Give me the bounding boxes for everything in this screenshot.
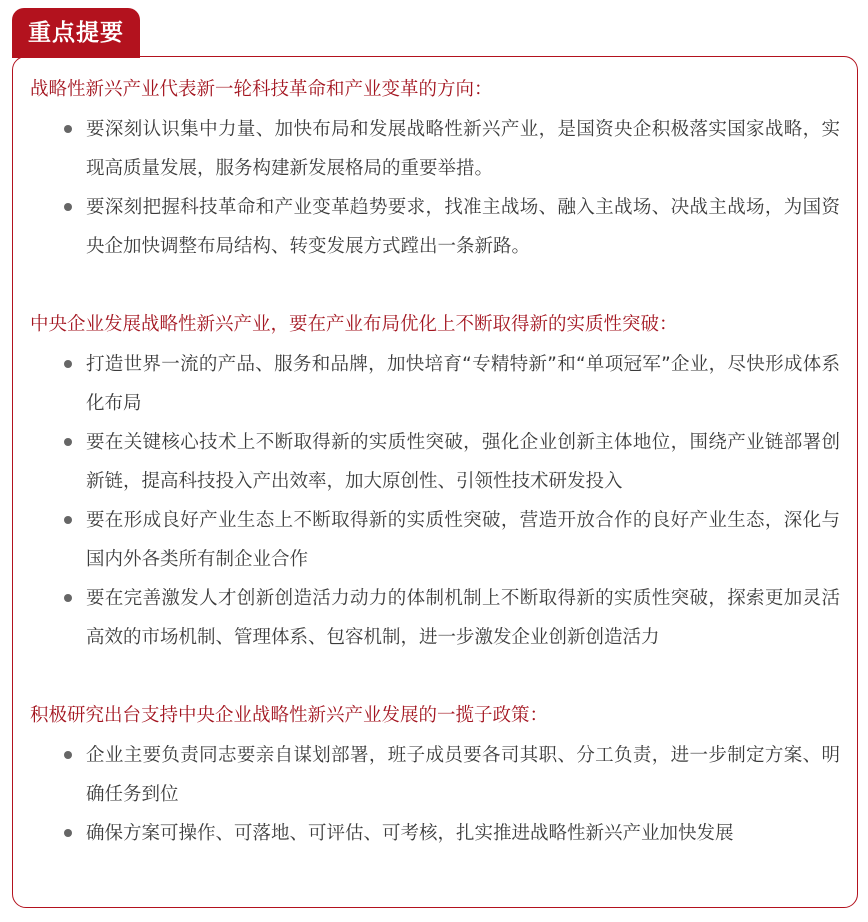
- list-item: [30, 423, 840, 501]
- list-item-text: 要深刻把握科技革命和产业变革趋势要求，找准主战场、融入主战场、决战主战场，为国资央企加快调整布局结构、转变发展方式蹚出一条新路。: [86, 197, 840, 257]
- list-item-text: 要在关键核心技术上不断取得新的实质性突破，强化企业创新主体地位，围绕产业链部署创新链，提高科技投入产出效率，加大原创性、引领性技术研发投入: [86, 432, 840, 492]
- key-points-content: [30, 70, 840, 892]
- list-item-text: 企业主要负责同志要亲自谋划部署，班子成员要各司其职、分工负责，进一步制定方案、明确任务到位: [86, 745, 840, 805]
- list-item-text: 确保方案可操作、可落地、可评估、可考核，扎实推进战略性新兴产业加快发展: [86, 823, 734, 844]
- bullet-icon: [64, 125, 72, 133]
- section-layout-optimization: [30, 305, 840, 657]
- list-item: [30, 188, 840, 266]
- list-item: [30, 501, 840, 579]
- bullet-icon: [64, 438, 72, 446]
- bullet-icon: [64, 516, 72, 524]
- section-heading: 积极研究出台支持中央企业战略性新兴产业发展的一揽子政策：: [30, 705, 549, 726]
- bullet-icon: [64, 203, 72, 211]
- bullet-icon: [64, 751, 72, 759]
- list-item-text: 要深刻认识集中力量、加快布局和发展战略性新兴产业，是国资央企积极落实国家战略，实现高质量发展，服务构建新发展格局的重要举措。: [86, 119, 840, 179]
- section-policy-support: [30, 696, 840, 853]
- key-points-tag: 重点提要: [12, 8, 140, 58]
- bullet-icon: [64, 829, 72, 837]
- bullet-icon: [64, 594, 72, 602]
- section-heading: 中央企业发展战略性新兴产业，要在产业布局优化上不断取得新的实质性突破：: [30, 314, 678, 335]
- section-strategic-direction: [30, 70, 840, 266]
- list-item-text: 要在形成良好产业生态上不断取得新的实质性突破，营造开放合作的良好产业生态，深化与国内外各类所有制企业合作: [86, 510, 840, 570]
- section-heading: 战略性新兴产业代表新一轮科技革命和产业变革的方向：: [30, 79, 493, 100]
- list-item: [30, 345, 840, 423]
- list-item: [30, 579, 840, 657]
- list-item: [30, 110, 840, 188]
- list-item-text: 打造世界一流的产品、服务和品牌，加快培育“专精特新”和“单项冠军”企业，尽快形成体系化布局: [86, 354, 840, 414]
- bullet-icon: [64, 360, 72, 368]
- list-item: [30, 814, 840, 853]
- list-item-text: 要在完善激发人才创新创造活力动力的体制机制上不断取得新的实质性突破，探索更加灵活高效的市场机制、管理体系、包容机制，进一步激发企业创新创造活力: [86, 588, 840, 648]
- list-item: [30, 736, 840, 814]
